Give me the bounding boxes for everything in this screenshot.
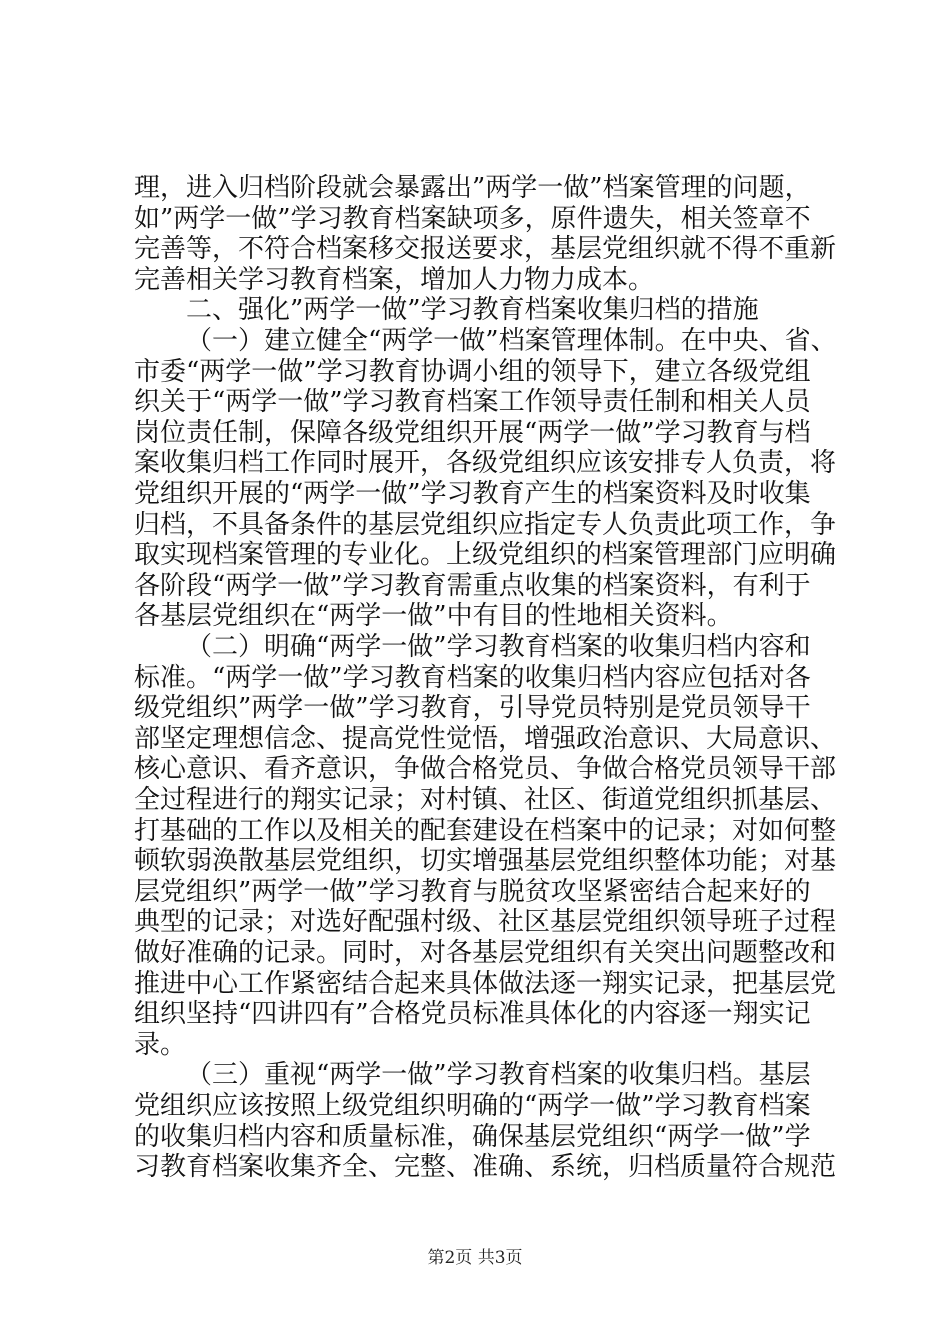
text-line: 取实现档案管理的专业化。上级党组织的档案管理部门应明确: [134, 540, 837, 570]
text-line: 市委“两学一做”学习教育协调小组的领导下，建立各级党组: [134, 357, 811, 387]
text-line: 的收集归档内容和质量标准，确保基层党组织“两学一做”学: [134, 1122, 811, 1152]
text-line: 顿软弱涣散基层党组织，切实增强基层党组织整体功能；对基: [134, 846, 837, 876]
section-heading: 二、强化”两学一做”学习教育档案收集归档的措施: [186, 295, 759, 325]
text-line: 打基础的工作以及相关的配套建设在档案中的记录；对如何整: [134, 816, 837, 846]
text-line: 理，进入归档阶段就会暴露出”两学一做”档案管理的问题，: [134, 173, 811, 203]
text-line: （三）重视“两学一做”学习教育档案的收集归档。基层: [186, 1060, 811, 1090]
text-line: 全过程进行的翔实记录；对村镇、社区、街道党组织抓基层、: [134, 785, 837, 815]
text-line: 组织坚持“四讲四有”合格党员标准具体化的内容逐一翔实记: [134, 999, 811, 1029]
text-line: 推进中心工作紧密结合起来具体做法逐一翔实记录，把基层党: [134, 969, 837, 999]
page-footer: 第2页 共3页: [427, 1248, 523, 1268]
text-line: （二）明确“两学一做”学习教育档案的收集归档内容和: [186, 632, 811, 662]
text-line: 部坚定理想信念、提高党性觉悟，增强政治意识、大局意识、: [134, 724, 837, 754]
text-line: 核心意识、看齐意识，争做合格党员、争做合格党员领导干部: [134, 754, 837, 784]
text-line: 完善相关学习教育档案，增加人力物力成本。: [134, 265, 655, 295]
text-line: 标准。“两学一做”学习教育档案的收集归档内容应包括对各: [134, 663, 811, 693]
text-line: 如”两学一做”学习教育档案缺项多，原件遗失，相关签章不: [134, 204, 811, 234]
text-line: 典型的记录；对选好配强村级、社区基层党组织领导班子过程: [134, 907, 837, 937]
text-line: 归档，不具备条件的基层党组织应指定专人负责此项工作，争: [134, 510, 837, 540]
text-line: 党组织应该按照上级党组织明确的“两学一做”学习教育档案: [134, 1091, 811, 1121]
text-line: 层党组织”两学一做”学习教育与脱贫攻坚紧密结合起来好的: [134, 877, 811, 907]
text-line: 各基层党组织在“两学一做”中有目的性地相关资料。: [134, 601, 733, 631]
text-line: 录。: [134, 1030, 187, 1060]
text-line: 做好准确的记录。同时，对各基层党组织有关突出问题整改和: [134, 938, 837, 968]
text-line: 岗位责任制，保障各级党组织开展“两学一做”学习教育与档: [134, 418, 811, 448]
text-line: 案收集归档工作同时展开，各级党组织应该安排专人负责，将: [134, 448, 837, 478]
text-line: 织关于“两学一做”学习教育档案工作领导责任制和相关人员: [134, 387, 811, 417]
text-line: 完善等，不符合档案移交报送要求，基层党组织就不得不重新: [134, 234, 837, 264]
text-line: 各阶段“两学一做”学习教育需重点收集的档案资料，有利于: [134, 571, 811, 601]
text-line: （一）建立健全“两学一做”档案管理体制。在中央、省、: [186, 326, 837, 356]
text-line: 党组织开展的“两学一做”学习教育产生的档案资料及时收集: [134, 479, 811, 509]
text-line: 级党组织”两学一做”学习教育，引导党员特别是党员领导干: [134, 693, 811, 723]
text-line: 习教育档案收集齐全、完整、准确、系统，归档质量符合规范: [134, 1152, 837, 1182]
